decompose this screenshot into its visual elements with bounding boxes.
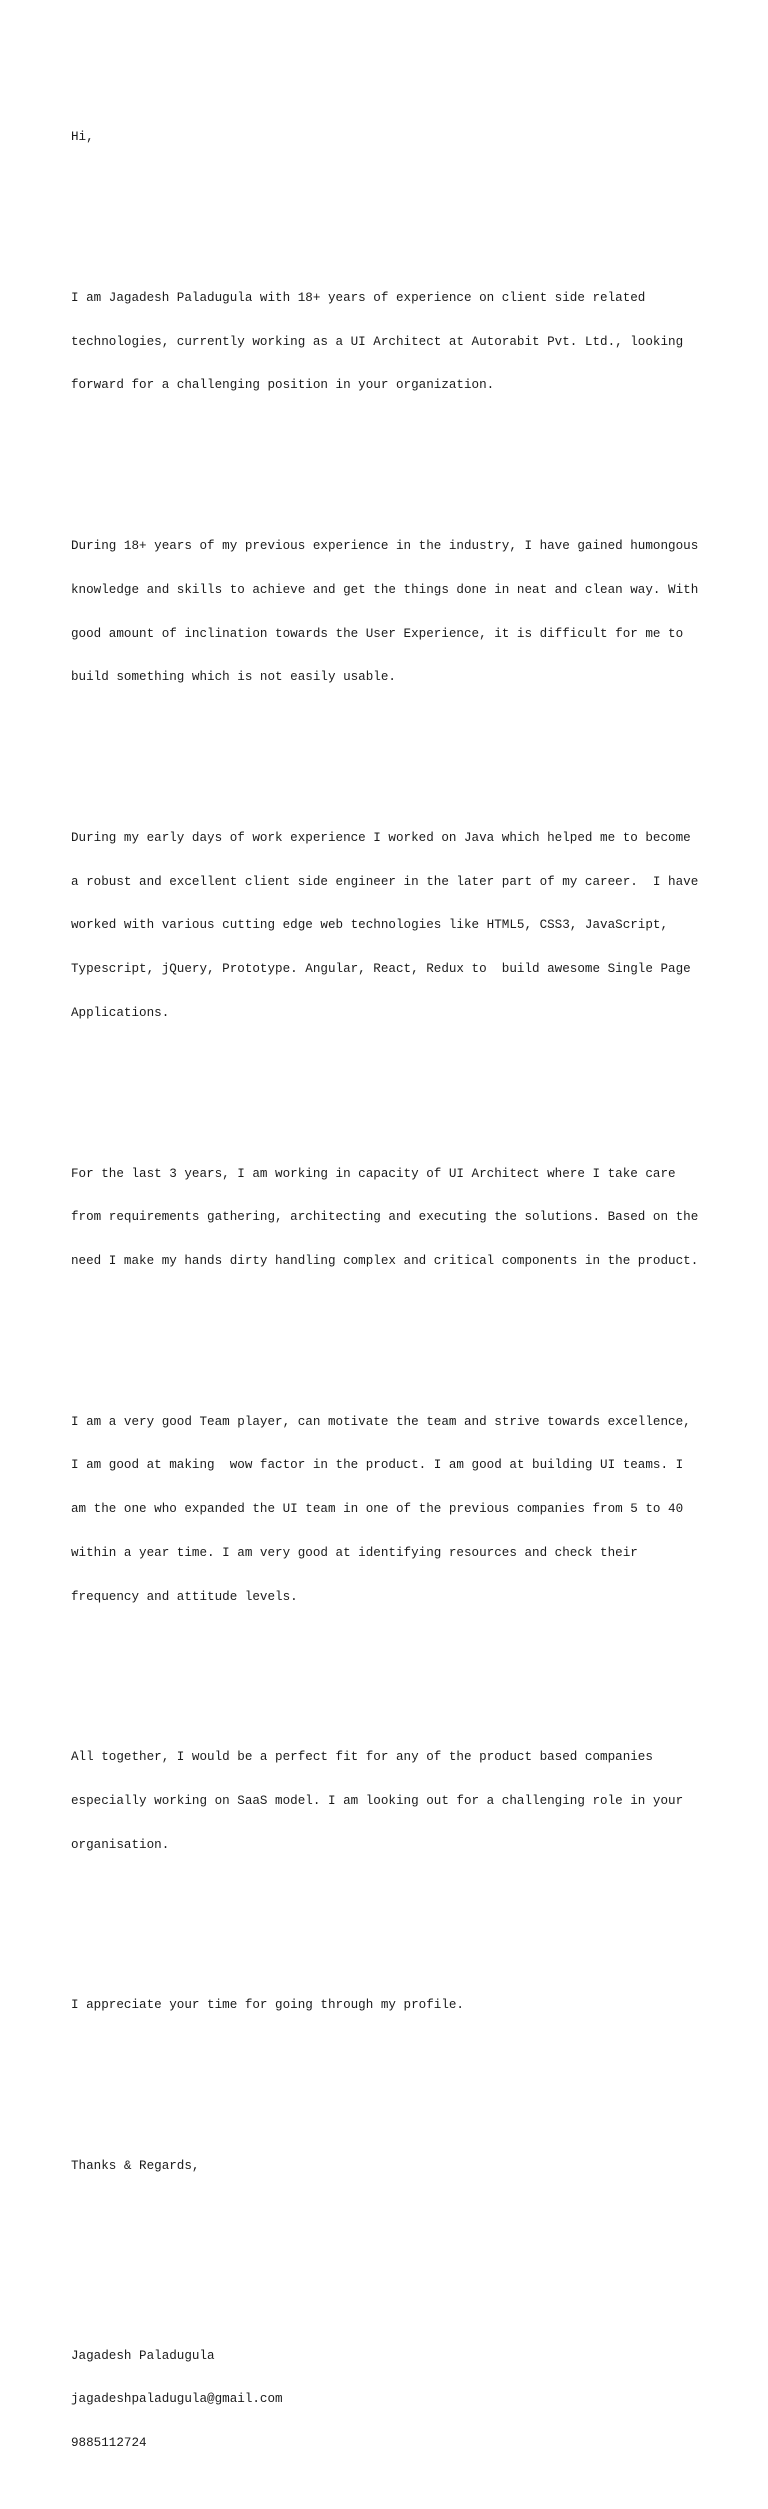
paragraph-experience bbox=[71, 510, 731, 714]
paragraph-line: need I make my hands dirty handling complex and critical components in the product. bbox=[71, 1254, 699, 1269]
paragraph-line: I appreciate your time for going through my profile. bbox=[71, 1998, 464, 2013]
paragraph-line: Applications. bbox=[71, 1006, 170, 1020]
signature-phone: 9885112724 bbox=[71, 2436, 147, 2451]
paragraph-line: good amount of inclination towards the User Experience, it is difficult for me to bbox=[71, 626, 684, 641]
paragraph-line: I am a very good Team player, can motivate the team and strive towards excellence, bbox=[71, 1414, 691, 1429]
paragraph-line: within a year time. I am very good at identifying resources and check their bbox=[71, 1545, 638, 1560]
cover-letter bbox=[71, 72, 731, 2509]
paragraph-introduction bbox=[71, 262, 731, 423]
paragraph-line: from requirements gathering, architecting and executing the solutions. Based on the bbox=[71, 1210, 699, 1225]
paragraph-line: technologies, currently working as a UI Architect at Autorabit Pvt. Ltd., looking bbox=[71, 334, 684, 349]
paragraph-line: During my early days of work experience I worked on Java which helped me to become bbox=[71, 830, 691, 845]
paragraph-summary bbox=[71, 1721, 731, 1882]
paragraph-technologies bbox=[71, 802, 731, 1050]
paragraph-teamwork bbox=[71, 1385, 731, 1633]
paragraph-line: especially working on SaaS model. I am looking out for a challenging role in your bbox=[71, 1794, 684, 1809]
closing bbox=[71, 2130, 731, 2203]
paragraph-line: a robust and excellent client side engineer in the later part of my career. I have bbox=[71, 874, 699, 889]
paragraph-line: I am Jagadesh Paladugula with 18+ years of experience on client side related bbox=[71, 290, 646, 305]
paragraph-line: am the one who expanded the UI team in one of the previous companies from 5 to 40 bbox=[71, 1502, 684, 1517]
paragraph-appreciation bbox=[71, 1969, 731, 2042]
greeting bbox=[71, 101, 731, 174]
signature-block bbox=[71, 2319, 731, 2480]
paragraph-line: knowledge and skills to achieve and get the things done in neat and clean way. With bbox=[71, 582, 699, 597]
paragraph-line: During 18+ years of my previous experience in the industry, I have gained humongous bbox=[71, 539, 699, 553]
paragraph-line: I am good at making wow factor in the product. I am good at building UI teams. I bbox=[71, 1458, 684, 1473]
paragraph-line: forward for a challenging position in your organization. bbox=[71, 378, 495, 393]
closing-line: Thanks & Regards, bbox=[71, 2158, 200, 2173]
signature-name: Jagadesh Paladugula bbox=[71, 2348, 215, 2363]
paragraph-line: For the last 3 years, I am working in capacity of UI Architect where I take care bbox=[71, 1166, 676, 1181]
paragraph-current-role bbox=[71, 1137, 731, 1298]
paragraph-line: All together, I would be a perfect fit for any of the product based companies bbox=[71, 1750, 653, 1765]
paragraph-line: build something which is not easily usable. bbox=[71, 670, 396, 685]
paragraph-line: Typescript, jQuery, Prototype. Angular, React, Redux to build awesome Single Page bbox=[71, 962, 691, 977]
paragraph-line: worked with various cutting edge web technologies like HTML5, CSS3, JavaScript, bbox=[71, 918, 669, 933]
signature-email: jagadeshpaladugula@gmail.com bbox=[71, 2392, 283, 2407]
paragraph-line: organisation. bbox=[71, 1837, 170, 1852]
paragraph-line: frequency and attitude levels. bbox=[71, 1589, 298, 1604]
greeting-line: Hi, bbox=[71, 130, 94, 145]
